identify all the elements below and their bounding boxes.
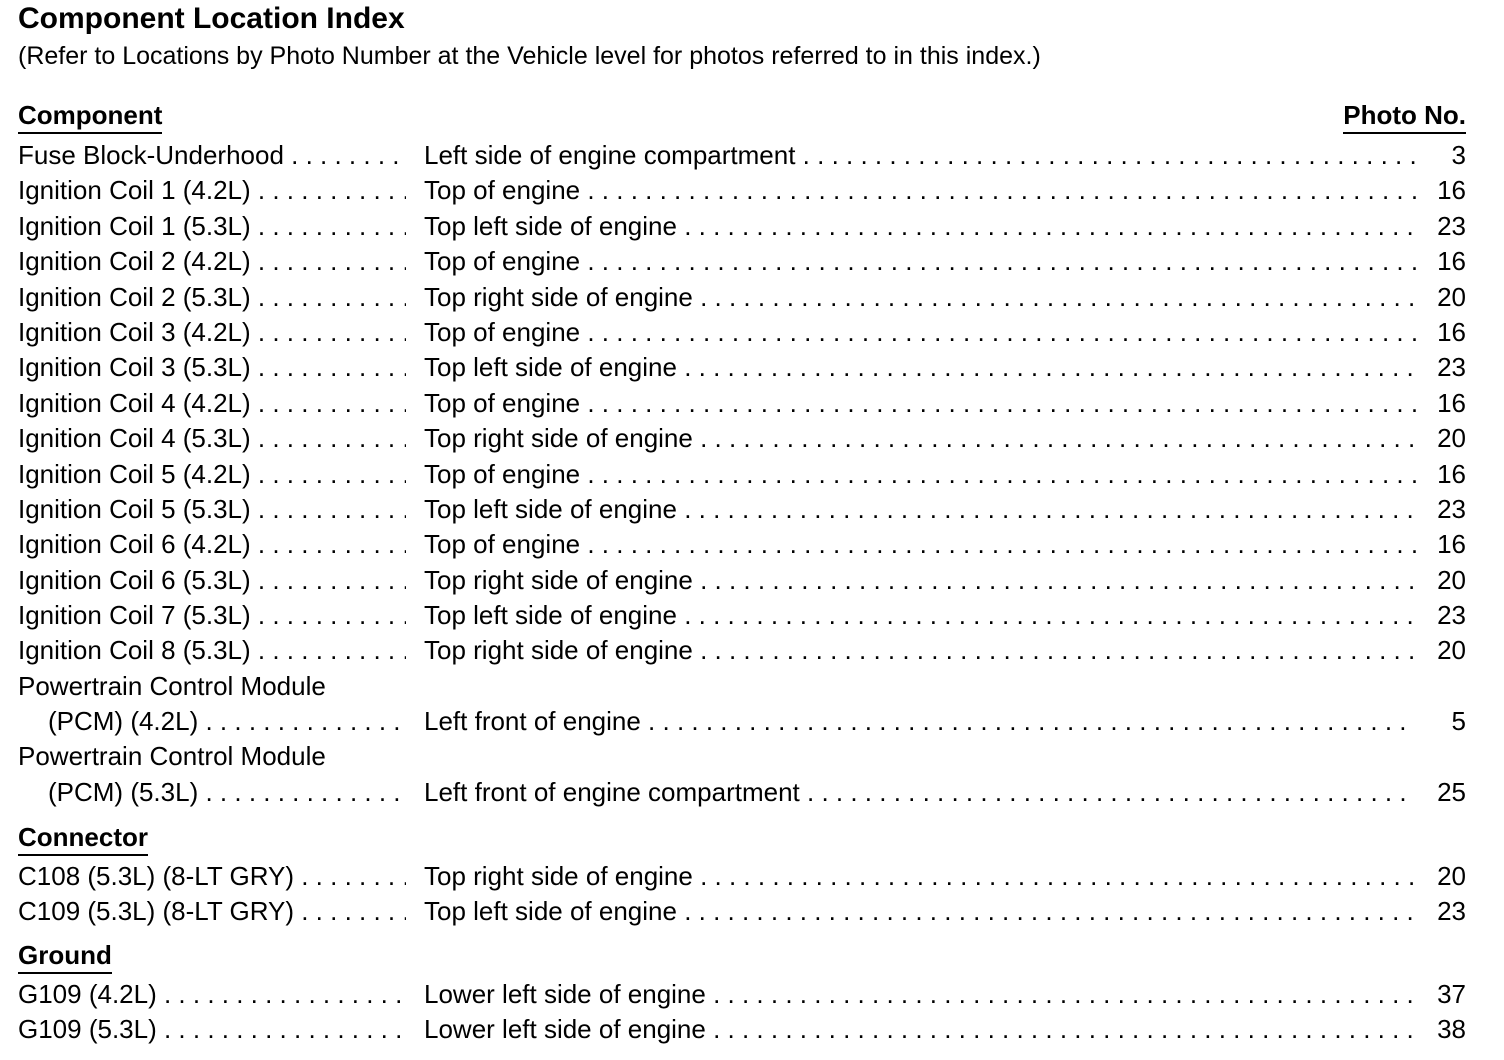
page-subtitle: (Refer to Locations by Photo Number at the Vehicle level for photos referred to in this index.) [18, 42, 1041, 70]
component-location: Left front of engine . . . [424, 704, 1436, 739]
component-name: Ignition Coil 3 (5.3L) . . . [18, 350, 406, 385]
component-location: Top of engine . . . [424, 527, 1436, 562]
table-row [18, 977, 1466, 1012]
photo-number: 25 [1416, 775, 1466, 810]
component-name: (PCM) (5.3L) . . . [18, 775, 406, 810]
component-name: Ignition Coil 1 (4.2L) . . . [18, 173, 406, 208]
photo-number: 20 [1416, 280, 1466, 315]
photo-number: 5 [1416, 704, 1466, 739]
table-row [18, 209, 1466, 244]
component-name: Ignition Coil 5 (5.3L) . . . [18, 492, 406, 527]
connector-header: Connector [18, 822, 148, 856]
table-row [18, 859, 1466, 894]
photo-number: 38 [1416, 1012, 1466, 1047]
photo-number: 20 [1416, 859, 1466, 894]
table-row [18, 563, 1466, 598]
photo-number: 23 [1416, 350, 1466, 385]
table-row [18, 315, 1466, 350]
component-location: Top right side of engine . . . [424, 280, 1436, 315]
component-name: Ignition Coil 7 (5.3L) . . . [18, 598, 406, 633]
component-name: (PCM) (4.2L) . . . [18, 704, 406, 739]
component-location: Top of engine . . . [424, 457, 1436, 492]
ground-name: G109 (4.2L) . . . [18, 977, 406, 1012]
component-header: Component [18, 100, 162, 134]
component-location: Top of engine . . . [424, 173, 1436, 208]
ground-name: G109 (5.3L) . . . [18, 1012, 406, 1047]
table-row [18, 350, 1466, 385]
table-row [18, 775, 1466, 810]
table-row-label [18, 669, 1466, 704]
table-row [18, 704, 1466, 739]
connector-location: Top left side of engine . . . [424, 894, 1436, 929]
component-location: Top of engine . . . [424, 244, 1436, 279]
photo-no-header: Photo No. [1343, 100, 1466, 134]
component-location: Top left side of engine . . . [424, 492, 1436, 527]
component-name: Ignition Coil 4 (5.3L) . . . [18, 421, 406, 456]
component-name: Ignition Coil 5 (4.2L) . . . [18, 457, 406, 492]
table-row-label [18, 739, 1466, 774]
table-row [18, 598, 1466, 633]
component-name: Ignition Coil 8 (5.3L) . . . [18, 633, 406, 668]
component-name-line1: Powertrain Control Module [18, 671, 326, 701]
table-row [18, 492, 1466, 527]
photo-number: 16 [1416, 386, 1466, 421]
component-location: Top right side of engine . . . [424, 421, 1436, 456]
table-row [18, 138, 1466, 173]
component-location: Left side of engine compartment . . . [424, 138, 1436, 173]
photo-number: 23 [1416, 492, 1466, 527]
photo-number: 3 [1416, 138, 1466, 173]
table-row [18, 457, 1466, 492]
component-location: Top left side of engine . . . [424, 209, 1436, 244]
photo-number: 20 [1416, 563, 1466, 598]
photo-number: 16 [1416, 527, 1466, 562]
table-row [18, 244, 1466, 279]
component-name: Ignition Coil 4 (4.2L) . . . [18, 386, 406, 421]
component-name: Fuse Block-Underhood . . . [18, 138, 406, 173]
component-name: Ignition Coil 2 (4.2L) . . . [18, 244, 406, 279]
photo-number: 23 [1416, 598, 1466, 633]
connector-name: C108 (5.3L) (8-LT GRY) . . . [18, 859, 406, 894]
component-name: Ignition Coil 2 (5.3L) . . . [18, 280, 406, 315]
table-row [18, 1012, 1466, 1047]
component-name: Ignition Coil 6 (4.2L) . . . [18, 527, 406, 562]
component-location: Top left side of engine . . . [424, 350, 1436, 385]
component-location: Top of engine . . . [424, 386, 1436, 421]
component-location: Left front of engine compartment . . . [424, 775, 1436, 810]
table-row [18, 421, 1466, 456]
table-row [18, 633, 1466, 668]
photo-number: 23 [1416, 209, 1466, 244]
ground-header: Ground [18, 940, 112, 974]
photo-number: 37 [1416, 977, 1466, 1012]
component-name-line1: Powertrain Control Module [18, 741, 326, 771]
photo-number: 20 [1416, 421, 1466, 456]
table-row [18, 173, 1466, 208]
photo-number: 16 [1416, 457, 1466, 492]
component-location: Top right side of engine . . . [424, 633, 1436, 668]
component-name: Ignition Coil 6 (5.3L) . . . [18, 563, 406, 598]
table-row [18, 527, 1466, 562]
connector-name: C109 (5.3L) (8-LT GRY) . . . [18, 894, 406, 929]
component-location: Top right side of engine . . . [424, 563, 1436, 598]
component-name: Ignition Coil 3 (4.2L) . . . [18, 315, 406, 350]
ground-location: Lower left side of engine . . . [424, 977, 1436, 1012]
connector-location: Top right side of engine . . . [424, 859, 1436, 894]
page-title: Component Location Index [18, 2, 405, 35]
table-row [18, 386, 1466, 421]
photo-number: 23 [1416, 894, 1466, 929]
table-row [18, 894, 1466, 929]
component-location: Top left side of engine . . . [424, 598, 1436, 633]
component-location: Top of engine . . . [424, 315, 1436, 350]
ground-location: Lower left side of engine . . . [424, 1012, 1436, 1047]
photo-number: 16 [1416, 173, 1466, 208]
table-row [18, 280, 1466, 315]
photo-number: 20 [1416, 633, 1466, 668]
photo-number: 16 [1416, 244, 1466, 279]
photo-number: 16 [1416, 315, 1466, 350]
component-name: Ignition Coil 1 (5.3L) . . . [18, 209, 406, 244]
